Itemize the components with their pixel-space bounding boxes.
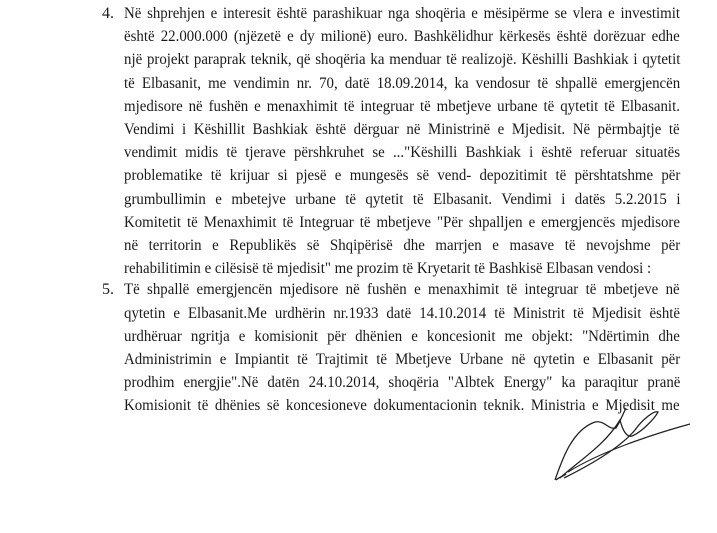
text-line: urdhëruar ngritja e komisionit për dhënien e koncesionit me objekt: "Ndërtimin dhe [124, 327, 680, 345]
item-number: 5. [102, 281, 114, 299]
list-item-4 [100, 2, 680, 280]
text-line: Në shprehjen e interesit është parashikuar nga shoqëria e mësipërme se vlera e investimit [124, 5, 681, 22]
paragraph [124, 2, 680, 280]
text-line: qytetin e Elbasanit.Me urdhërin nr.1933 datë 14.10.2014 të Ministrit të Mjedisit është [124, 304, 681, 322]
list-item-5 [100, 278, 680, 417]
text-line: Vendimi i Këshillit Bashkiak është dërguar në Ministrinë e Mjedisit. Në përmbajtje të [124, 121, 680, 139]
text-line: Të shpallë emergjencën mjedisore në fushën e menaxhimit të integruar të mbetjeve në [124, 281, 680, 299]
text-line: vendimit midis të tjerave përshkruhet se ..."Këshilli Bashkiak i është referuar situatës [124, 144, 681, 162]
text-line: Komisionit të dhënies së koncesioneve dokumentacionin teknik. Ministria e Mjedisit me [124, 397, 680, 415]
item-number: 4. [102, 5, 114, 22]
text-line: Komitetit të Menaxhimit të Integruar të mbetjeve "Për shpalljen e emergjencës mjedisore [124, 213, 680, 231]
signature-icon [550, 400, 700, 495]
text-line: prodhim energjie".Në datën 24.10.2014, shoqëria "Albtek Energy" ka paraqitur pranë [124, 374, 681, 392]
document-body [100, 0, 680, 418]
text-line: të Elbasanit, me vendimin nr. 70, datë 18.09.2014, ka vendosur të shpallë emergjencën [124, 74, 681, 92]
text-line: Administrimin e Impiantit të Trajtimit të Mbetjeve Urbane në qytetin e Elbasanit për [124, 351, 681, 369]
text-line: në territorin e Republikës së Shqipërisë dhe marrjen e masave të nevojshme për [124, 237, 681, 255]
text-line: mjedisore në fushën e menaxhimit të integruar të mbetjeve urbane të qytetit të Elbasanit. [124, 97, 680, 115]
text-line: rehabilitimin e cilësisë të mjedisit" me prozim të Kryetarit të Bashkisë Elbasan vendosi : [124, 260, 652, 278]
text-line: një projekt paraprak teknik, që shoqëria ka menduar të realizojë. Këshilli Bashkiak i qytetit [124, 51, 681, 69]
paragraph [124, 278, 680, 417]
text-line: është 22.000.000 (njëzetë e dy milionë) euro. Bashkëlidhur kërkesës është dorëzuar edhe [124, 28, 680, 46]
text-line: grumbullimin e mbetejve urbane të qytetit të Elbasanit. Vendimi i datës 5.2.2015 i [124, 190, 681, 208]
text-line: problematike të krijuar si pjesë e mungesës së vend- depozitimit të përshtatshme për [124, 167, 681, 185]
